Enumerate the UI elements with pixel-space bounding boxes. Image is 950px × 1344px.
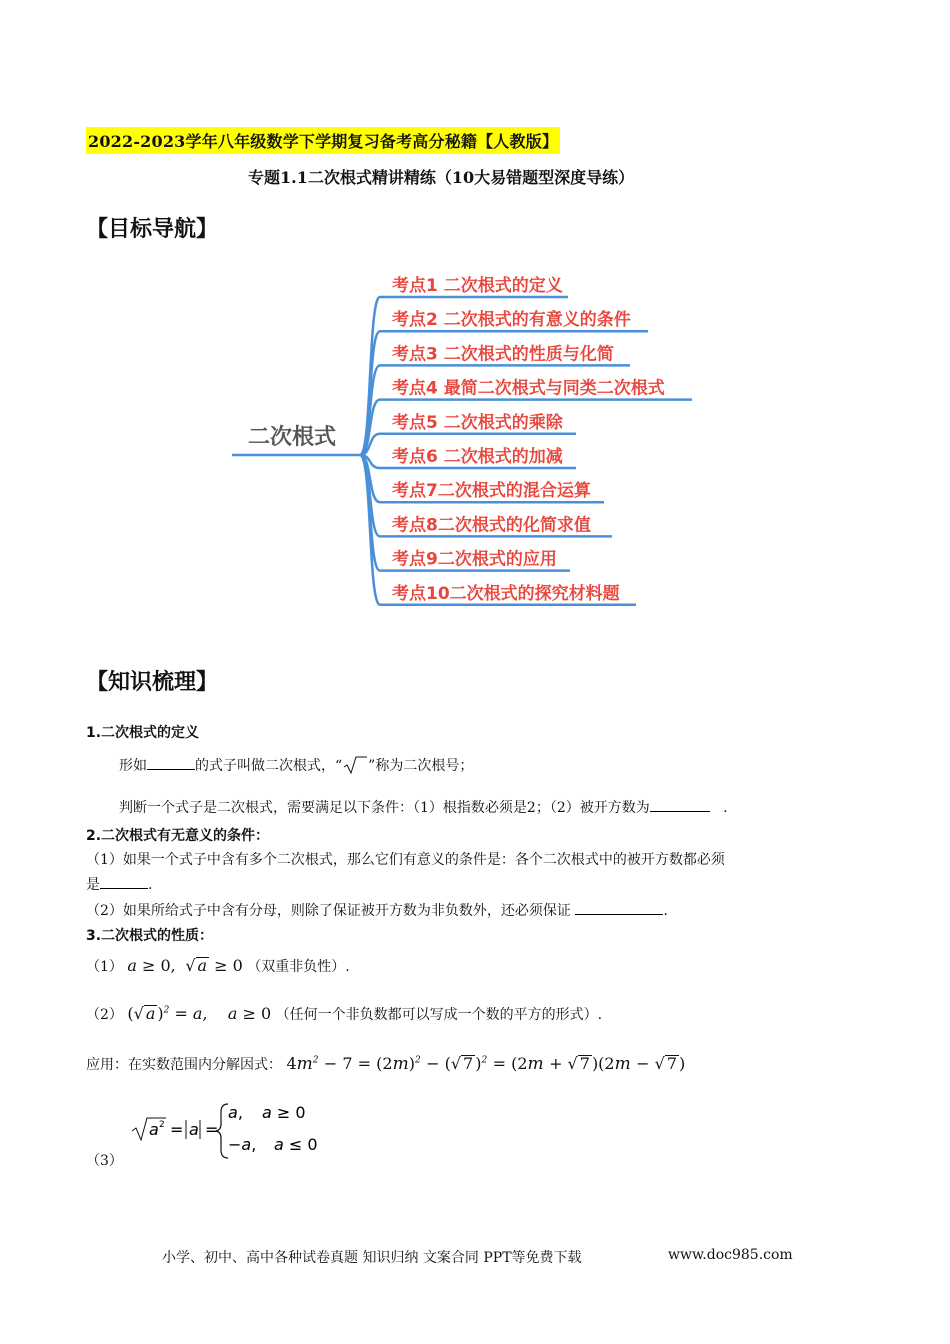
formula-sqrt-a-nonneg: √ a ≥ 0 — [185, 956, 243, 975]
section-heading-knowledge: 【知识梳理】 — [86, 670, 219, 695]
k2-line3-b: . — [663, 903, 668, 919]
blank-2 — [650, 797, 710, 812]
k1-title: 1.二次根式的定义 — [86, 725, 200, 741]
document-title: 2022-2023学年八年级数学下学期复习备考高分秘籍【人教版】 — [86, 127, 560, 154]
blank-3 — [100, 874, 148, 889]
svg-text:a ≥ 0: a ≥ 0 — [262, 1103, 306, 1122]
svg-text:−a,: −a, — [228, 1135, 257, 1154]
svg-text:=: = — [205, 1120, 219, 1139]
mindmap-item-1: 考点1 二次根式的定义 — [392, 276, 563, 296]
k2-title: 2.二次根式有无意义的条件： — [86, 828, 270, 844]
svg-text:2: 2 — [159, 1120, 165, 1130]
k1-line2-a: 判断一个式子是二次根式，需要满足以下条件：（1）根指数必须是2；（2）被开方数为 — [119, 800, 650, 816]
mindmap-item-8: 考点8二次根式的化简求值 — [392, 515, 591, 536]
k2-line2-b: . — [148, 877, 153, 893]
formula-sqrt-a-squared: (√ a )$^2$ = a, a ≥ 0 — [127, 1004, 272, 1023]
k3-p1-note: （双重非负性）. — [247, 959, 350, 975]
mindmap-item-7: 考点7二次根式的混合运算 — [392, 481, 591, 502]
mindmap-item-2: 考点2 二次根式的有意义的条件 — [392, 310, 631, 331]
mindmap-item-4: 考点4 最简二次根式与同类二次根式 — [392, 378, 665, 399]
mindmap — [0, 262, 950, 622]
section-heading-target: 【目标导航】 — [86, 217, 219, 242]
k3-p1-label: （1） — [86, 959, 123, 975]
k1-line1 — [119, 755, 473, 775]
document-subtitle: 专题1.1二次根式精讲精练（10大易错题型深度导练） — [248, 168, 635, 187]
svg-text:a: a — [149, 1120, 159, 1139]
svg-text:a,: a, — [228, 1103, 243, 1122]
formula-sqrt-a2-abs — [130, 1100, 330, 1166]
k3-application — [86, 1054, 685, 1074]
svg-text:=: = — [170, 1120, 184, 1139]
k1-line2-b: . — [723, 800, 728, 816]
blank-1 — [147, 755, 195, 770]
k2-line3-a: （2）如果所给式子中含有分母，则除了保证被开方数为非负数外，还必须保证 — [86, 903, 571, 919]
k3-title: 3.二次根式的性质： — [86, 928, 214, 944]
mindmap-center-label: 二次根式 — [248, 425, 337, 450]
k3-p2-label: （2） — [86, 1007, 123, 1023]
blank-4 — [575, 900, 663, 915]
k3-property-1: （1） a ≥ 0, √ a ≥ 0 （双重非负性）. — [86, 956, 350, 975]
k3-property-2 — [86, 1004, 602, 1024]
mindmap-item-10: 考点10二次根式的探究材料题 — [392, 583, 620, 604]
footer-url[interactable]: www.doc985.com — [668, 1247, 793, 1263]
k2-line2-a: 是 — [86, 877, 100, 893]
k2-line3 — [86, 900, 668, 920]
svg-text:a: a — [189, 1120, 199, 1139]
k1-line1-a: 形如 — [119, 758, 147, 774]
k2-line2 — [86, 874, 152, 894]
mindmap-item-3: 考点3 二次根式的性质与化简 — [392, 344, 614, 365]
formula-factorization: $4m^2 - 7 = (2m)^2$ − (√ 7 )$^2$ = (2m + √ 7 )(2m − √ 7 ) — [286, 1054, 686, 1074]
formula-a-nonneg: a ≥ 0 — [127, 956, 171, 975]
mindmap-item-6: 考点6 二次根式的加减 — [392, 447, 563, 467]
k1-line2 — [119, 797, 728, 817]
k1-line1-b: 的式子叫做二次根式，“ — [195, 758, 343, 774]
mindmap-branch — [360, 331, 380, 455]
footer-text: 小学、初中、高中各种试卷真题 知识归纳 文案合同 PPT等免费下载 — [162, 1250, 582, 1266]
mindmap-item-9: 考点9二次根式的应用 — [392, 549, 557, 570]
k1-line1-c: ”称为二次根号； — [368, 758, 474, 774]
k3-app-label: 应用：在实数范围内分解因式： — [86, 1057, 282, 1073]
k3-p3-label: （3） — [86, 1153, 123, 1169]
k3-p2-note: （任何一个非负数都可以写成一个数的平方的形式）. — [275, 1007, 603, 1023]
svg-text:a ≤ 0: a ≤ 0 — [274, 1135, 318, 1154]
k2-line1: （1）如果一个式子中含有多个二次根式，那么它们有意义的条件是：各个二次根式中的被开方数都必须 — [86, 852, 725, 868]
mindmap-item-5: 考点5 二次根式的乘除 — [392, 412, 563, 433]
